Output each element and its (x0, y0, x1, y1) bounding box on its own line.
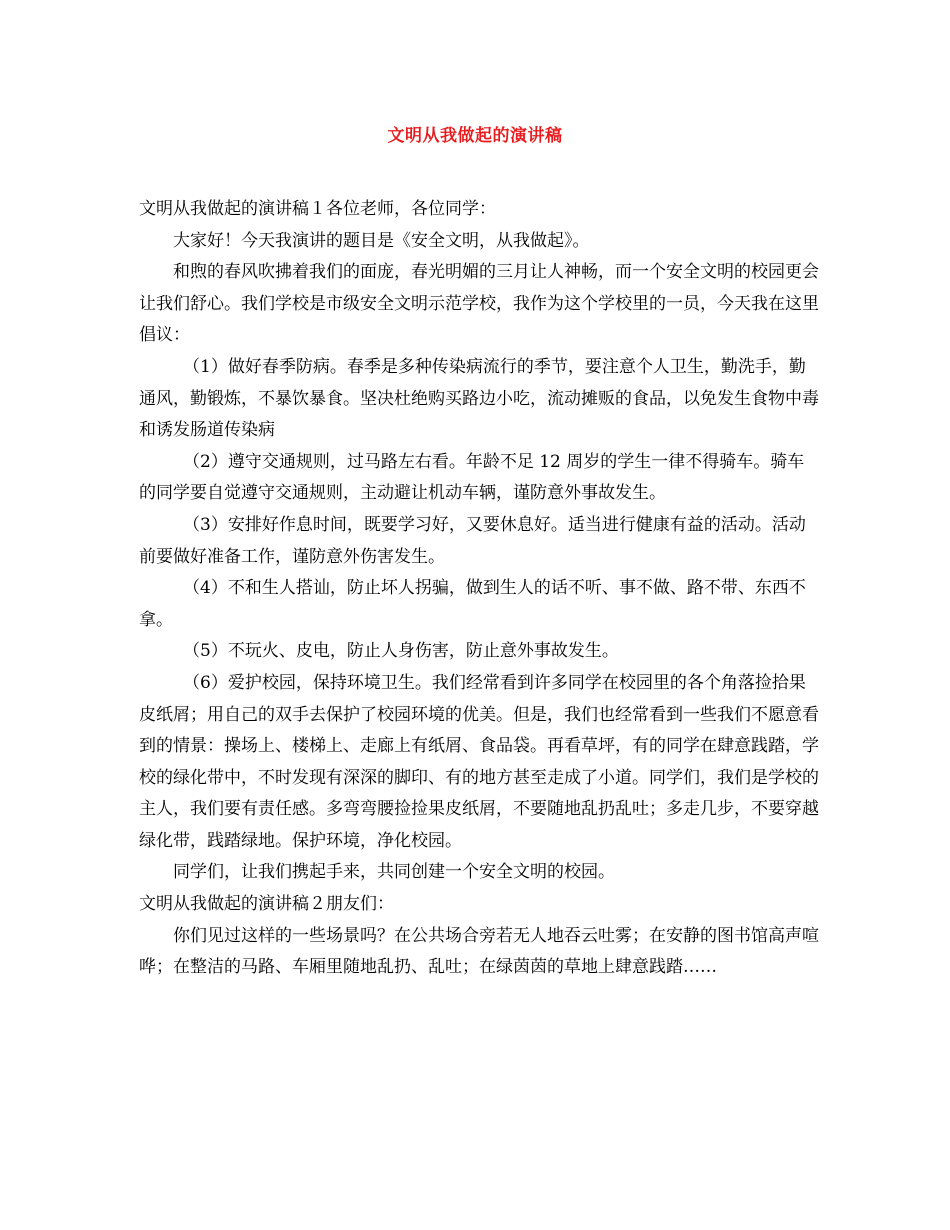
paragraph-item-1: （1）做好春季防病。春季是多种传染病流行的季节，要注意个人卫生，勤洗手，勤通风，勤锻炼，不暴饮暴食。坚决杜绝购买路边小吃，流动摊贩的食品，以免发生食物中毒和诱发肠道传染病 (139, 356, 819, 441)
paragraph-item-5: （5）不玩火、皮电，防止人身伤害，防止意外事故发生。 (183, 641, 619, 662)
paragraph-speech-2-body: 你们见过这样的一些场景吗？在公共场合旁若无人地吞云吐雾；在安静的图书馆高声喧哗；在整洁的马路、车厢里随地乱扔、乱吐；在绿茵茵的草地上肆意践踏…… (139, 925, 819, 978)
paragraph-speech-1-heading: 文明从我做起的演讲稿１各位老师，各位同学： (139, 199, 496, 219)
document-title: 文明从我做起的演讲稿 (387, 126, 563, 146)
paragraph-closing: 同学们，让我们携起手来，共同创建一个安全文明的校园。 (173, 862, 615, 883)
paragraph-item-6: （6）爱护校园，保持环境卫生。我们经常看到许多同学在校园里的各个角落捡拾果皮纸屑；用自己的双手去保护了校园环境的优美。但是，我们也经常看到一些我们不愿意看到的情景：操场上、楼梯上、走廊上有纸屑、食品袋。再看草坪，有的同学在肆意践踏，学校的绿化带中，不时发现有深深的脚印、有的地方甚至走成了小道。同学们，我们是学校的主人，我们要有责任感。多弯弯腰捡捡果皮纸屑，不要随地乱扔乱吐；多走几步，不要穿越绿化带，践踏绿地。保护环境，净化校园。 (139, 672, 819, 851)
paragraph-greeting: 大家好！今天我演讲的题目是《安全文明，从我做起》。 (173, 230, 590, 251)
paragraph-intro: 和煦的春风吹拂着我们的面庞，春光明媚的三月让人神畅，而一个安全文明的校园更会让我们舒心。我们学校是市级安全文明示范学校，我作为这个学校里的一员，今天我在这里倡议： (139, 262, 819, 346)
paragraph-item-4: （4）不和生人搭讪，防止坏人拐骗，做到生人的话不听、事不做、路不带、东西不拿。 (139, 578, 806, 630)
document-body (139, 194, 819, 984)
paragraph-item-2: （2）遵守交通规则，过马路左右看。年龄不足 12 周岁的学生一律不得骑车。骑车的同学要自觉遵守交通规则，主动避让机动车辆，谨防意外事故发生。 (139, 451, 805, 504)
paragraph-item-3: （3）安排好作息时间，既要学习好，又要休息好。适当进行健康有益的活动。活动前要做好准备工作，谨防意外伤害发生。 (139, 514, 806, 567)
paragraph-speech-2-heading: 文明从我做起的演讲稿２朋友们： (139, 894, 394, 915)
